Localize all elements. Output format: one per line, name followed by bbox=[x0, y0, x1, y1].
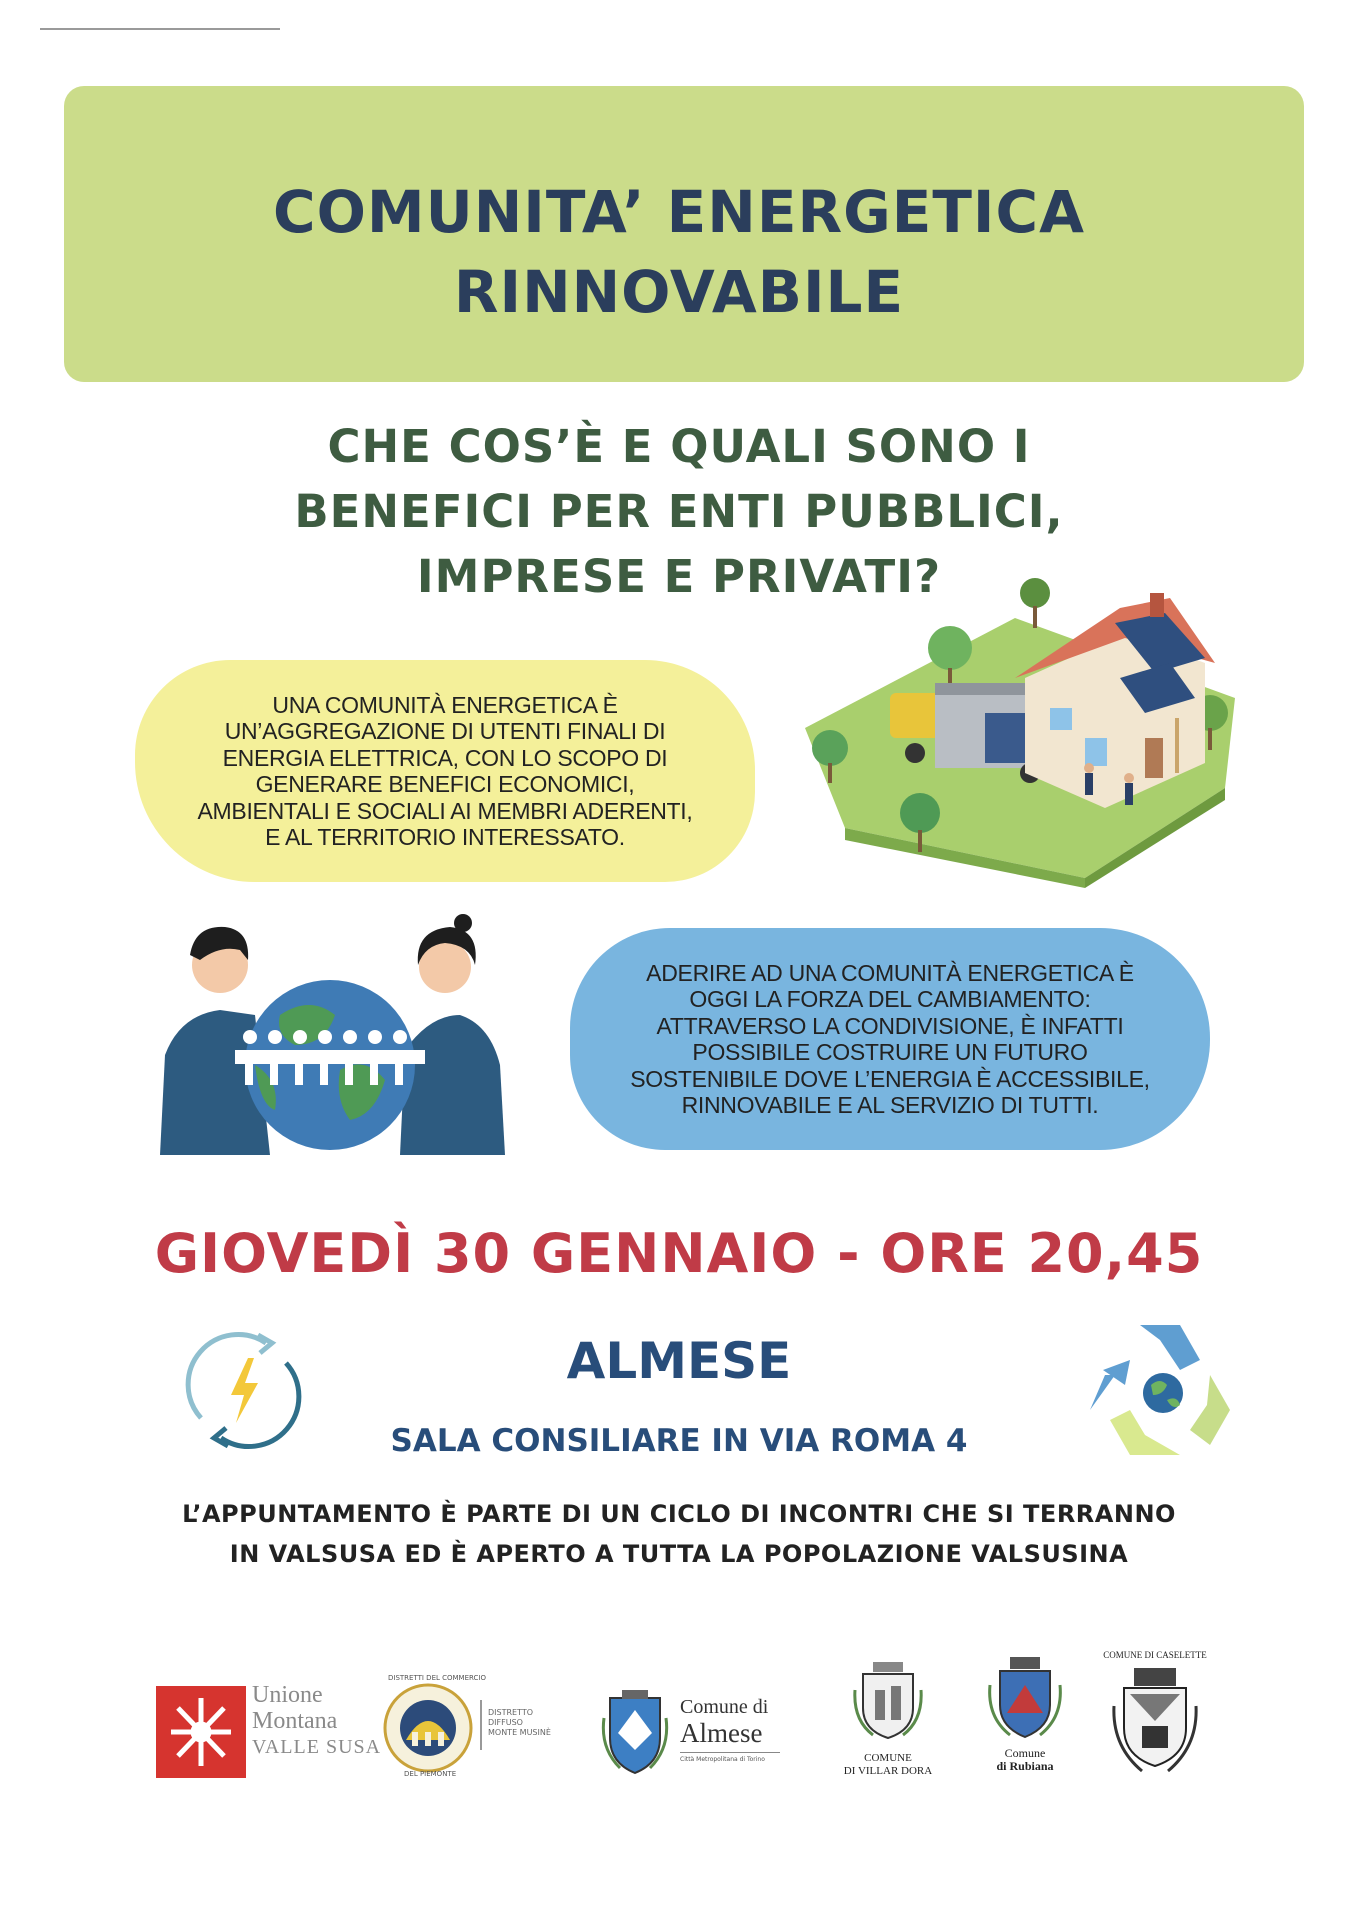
almese-line2: Almese bbox=[680, 1718, 763, 1748]
bubble-text-line: ENERGIA ELETTRICA, CON LO SCOPO DI bbox=[222, 744, 668, 771]
note-line1: L’APPUNTAMENTO È PARTE DI UN CICLO DI INCONTRI CHE SI TERRANNO bbox=[182, 1500, 1176, 1528]
subtitle-line1: CHE COS’È E QUALI SONO I bbox=[327, 420, 1031, 473]
almese-line1: Comune di bbox=[680, 1696, 769, 1718]
rubiana-line2: di Rubiana bbox=[996, 1759, 1054, 1773]
rubiana-line1: Comune bbox=[1004, 1746, 1046, 1760]
recycle-earth-icon bbox=[1085, 1315, 1235, 1465]
caselette-crest-icon bbox=[1112, 1666, 1198, 1776]
bubble-text-line: UNA COMUNITÀ ENERGETICA È bbox=[272, 691, 618, 718]
unione-emblem-icon bbox=[156, 1686, 246, 1778]
subtitle-line3: IMPRESE E PRIVATI? bbox=[416, 550, 942, 603]
villar-line2: DI VILLAR DORA bbox=[843, 1765, 933, 1777]
info-bubble-yellow bbox=[135, 660, 755, 882]
logo-comune-villar-dora bbox=[818, 1660, 958, 1790]
logo-distretto-commercio bbox=[382, 1674, 562, 1778]
bubble-text-line: OGGI LA FORZA DEL CAMBIAMENTO: bbox=[689, 986, 1091, 1012]
bubble-text-line: POSSIBILE COSTRUIRE UN FUTURO bbox=[692, 1039, 1088, 1065]
almese-crest-icon bbox=[600, 1688, 670, 1776]
subtitle-line2: BENEFICI PER ENTI PUBBLICI, bbox=[294, 485, 1064, 538]
distretto-line3: MONTE MUSINÈ bbox=[488, 1728, 551, 1737]
logo-unione-montana bbox=[156, 1682, 382, 1782]
note-line2: IN VALSUSA ED È APERTO A TUTTA LA POPOLAZIONE VALSUSINA bbox=[229, 1540, 1129, 1568]
bubble-text-line: UN’AGGREGAZIONE DI UTENTI FINALI DI bbox=[224, 718, 666, 744]
rubiana-crest-icon bbox=[985, 1655, 1065, 1740]
bubble-text-line: GENERARE BENEFICI ECONOMICI, bbox=[255, 771, 635, 797]
distretto-ring-bottom: DEL PIEMONTE bbox=[404, 1770, 457, 1778]
bubble-text-line: RINNOVABILE E AL SERVIZIO DI TUTTI. bbox=[681, 1092, 1099, 1118]
page-title-line2: RINNOVABILE bbox=[453, 258, 905, 326]
people-earth-illustration bbox=[160, 905, 505, 1155]
bubble-text-line: E AL TERRITORIO INTERESSATO. bbox=[265, 824, 625, 850]
villar-line1: COMUNE bbox=[864, 1752, 912, 1764]
logo-comune-caselette bbox=[1090, 1650, 1220, 1790]
event-city: ALMESE bbox=[566, 1332, 792, 1390]
solar-house-illustration bbox=[785, 578, 1245, 888]
distretto-line2: DIFFUSO bbox=[488, 1718, 523, 1727]
scan-edge-line bbox=[40, 28, 280, 30]
bubble-text-line: ADERIRE AD UNA COMUNITÀ ENERGETICA È bbox=[646, 959, 1134, 986]
unione-line1: Unione bbox=[252, 1682, 323, 1708]
distretto-line1: DISTRETTO bbox=[488, 1708, 534, 1717]
logo-comune-rubiana bbox=[955, 1655, 1095, 1785]
info-bubble-blue bbox=[570, 928, 1210, 1150]
bubble-text-line: SOSTENIBILE DOVE L’ENERGIA È ACCESSIBILE, bbox=[630, 1065, 1150, 1092]
unione-line2: Montana bbox=[252, 1708, 338, 1734]
caselette-line1: COMUNE DI CASELETTE bbox=[1103, 1650, 1207, 1660]
event-venue: SALA CONSILIARE IN VIA ROMA 4 bbox=[390, 1423, 968, 1459]
unione-line3: VALLE SUSA bbox=[252, 1736, 382, 1758]
page-title-line1: COMUNITA’ ENERGETICA bbox=[273, 178, 1085, 246]
distretto-ring-top: DISTRETTI DEL COMMERCIO bbox=[388, 1674, 486, 1682]
logo-comune-almese bbox=[600, 1682, 790, 1782]
almese-line3: Città Metropolitana di Torino bbox=[680, 1756, 765, 1763]
villar-crest-icon bbox=[853, 1660, 923, 1740]
distretto-emblem-icon bbox=[382, 1682, 474, 1774]
bubble-text-line: ATTRAVERSO LA CONDIVISIONE, È INFATTI bbox=[656, 1012, 1124, 1039]
event-date-time: GIOVEDÌ 30 GENNAIO - ORE 20,45 bbox=[154, 1222, 1204, 1285]
bubble-text-line: AMBIENTALI E SOCIALI AI MEMBRI ADERENTI, bbox=[197, 797, 693, 824]
